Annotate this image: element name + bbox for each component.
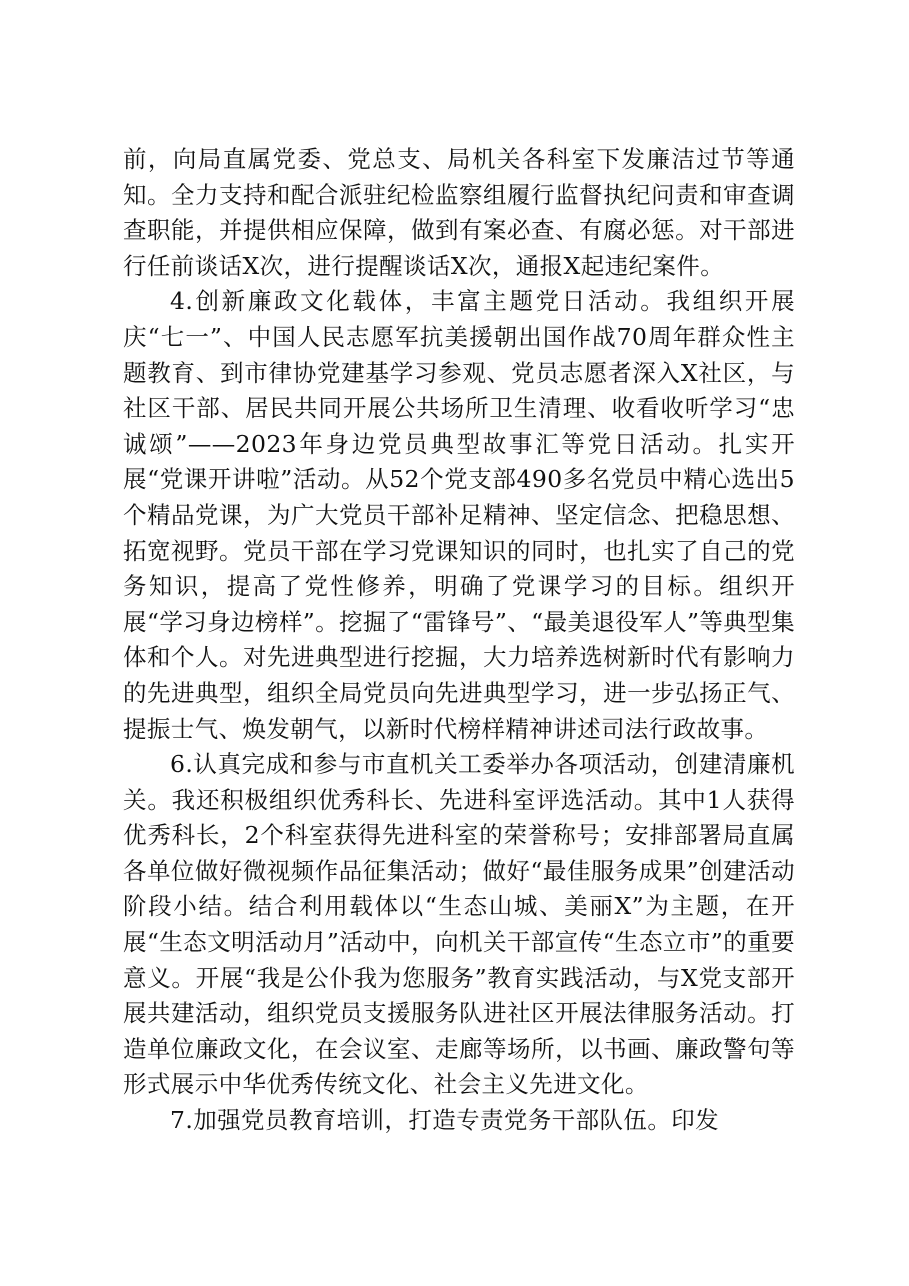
document-body [123, 142, 795, 1139]
paragraph-item-4: 4.创新廉政文化载体，丰富主题党日活动。我组织开展庆“七一”、中国人民志愿军抗美援朝出国作战70周年群众性主题教育、到市律协党建基学习参观、党员志愿者深入X社区，与社区干部、居民共同开展公共场所卫生清理、收看收听学习“忠诚颂”——2023年身边党员典型故事汇等党日活动。扎实开展“党课开讲啦”活动。从52个党支部490多名党员中精心选出5个精品党课，为广大党员干部补足精神、坚定信念、把稳思想、拓宽视野。党员干部在学习党课知识的同时，也扎实了自己的党务知识，提高了党性修养，明确了党课学习的目标。组织开展“学习身边榜样”。挖掘了“雷锋号”、“最美退役军人”等典型集体和个人。对先进典型进行挖掘，大力培养选树新时代有影响力的先进典型，组织全局党员向先进典型学习，进一步弘扬正气、提振士气、焕发朝气，以新时代榜样精神讲述司法行政故事。 [123, 287, 795, 743]
paragraph-continuation: 前，向局直属党委、党总支、局机关各科室下发廉洁过节等通知。全力支持和配合派驻纪检监察组履行监督执纪问责和审查调查职能，并提供相应保障，做到有案必查、有腐必惩。对干部进行任前谈话X次，进行提醒谈话X次，通报X起违纪案件。 [123, 145, 795, 280]
paragraph-item-7: 7.加强党员教育培训，打造专责党务干部队伍。印发 [170, 1106, 720, 1135]
paragraph-item-6: 6.认真完成和参与市直机关工委举办各项活动，创建清廉机关。我还积极组织优秀科长、先进科室评选活动。其中1人获得优秀科长，2个科室获得先进科室的荣誉称号；安排部署局直属各单位做好微视频作品征集活动；做好“最佳服务成果”创建活动阶段小结。结合利用载体以“生态山城、美丽X”为主题，在开展“生态文明活动月”活动中，向机关干部宣传“生态立市”的重要意义。开展“我是公仆我为您服务”教育实践活动，与X党支部开展共建活动，组织党员支援服务队进社区开展法律服务活动。打造单位廉政文化，在会议室、走廊等场所，以书画、廉政警句等形式展示中华优秀传统文化、社会主义先进文化。 [123, 750, 795, 1099]
